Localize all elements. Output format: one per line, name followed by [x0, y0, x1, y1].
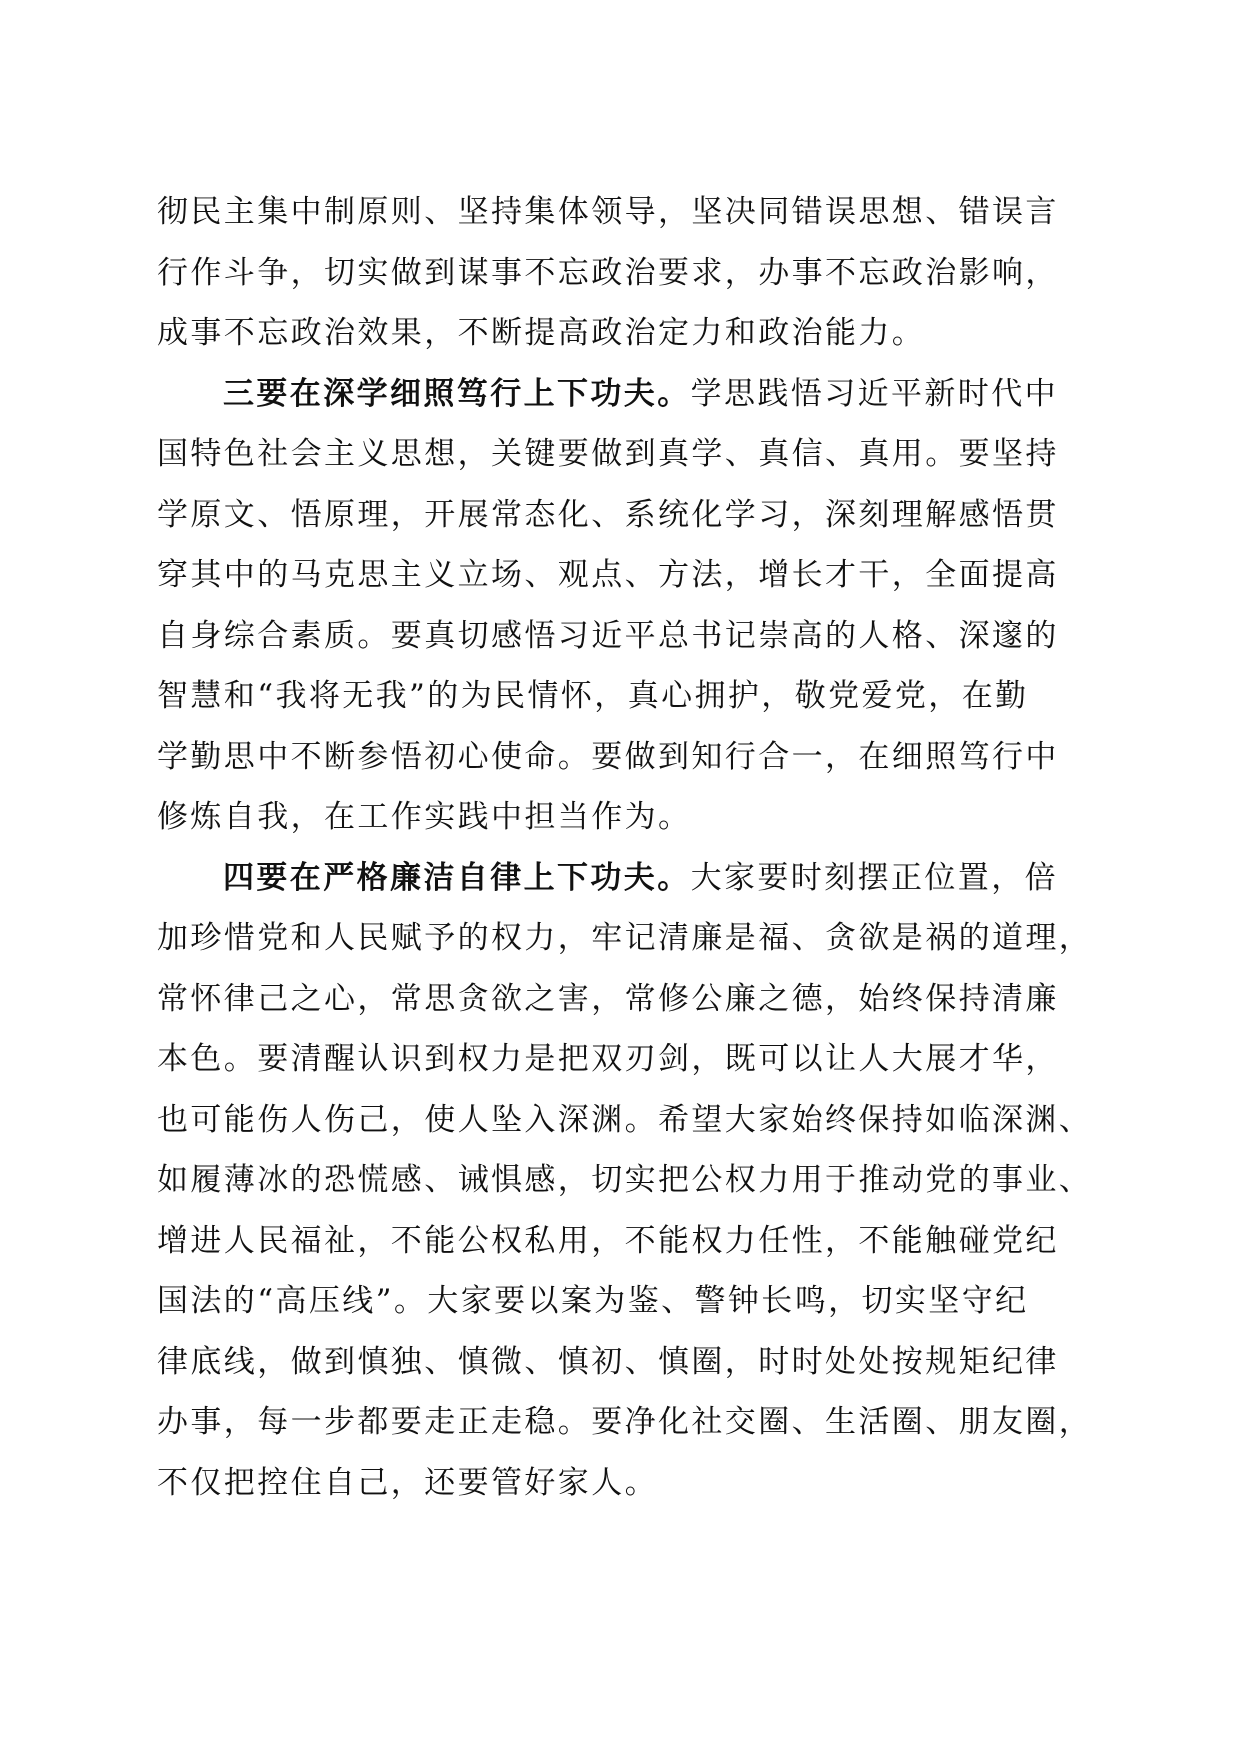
text-line: 也可能伤人伤己，使人坠入深渊。希望大家始终保持如临深渊、: [157, 1101, 1093, 1138]
text-line: 办事，每一步都要走正走稳。要净化社交圈、生活圈、朋友圈，: [157, 1404, 1093, 1440]
paragraph-continuation: [157, 182, 1097, 364]
text-line: 常怀律己之心，常思贪欲之害，常修公廉之德，始终保持清廉: [157, 980, 1059, 1017]
text-line: 学勤思中不断参悟初心使命。要做到知行合一，在细照笃行中: [157, 738, 1059, 775]
text-line: 增进人民福祉，不能公权私用，不能权力任性，不能触碰党纪: [157, 1222, 1059, 1259]
paragraph-section-4: [157, 848, 1097, 1514]
document-body: [157, 182, 1097, 1513]
text-line: 国特色社会主义思想，关键要做到真学、真信、真用。要坚持: [157, 436, 1059, 472]
section-heading-3: 三要在深学细照笃行上下功夫。: [223, 375, 691, 412]
text-line: 修炼自我，在工作实践中担当作为。: [157, 799, 692, 835]
text-line: 智慧和“我将无我”的为民情怀，真心拥护，敬党爱党，在勤: [157, 678, 1029, 714]
text-line: 行作斗争，切实做到谋事不忘政治要求，办事不忘政治影响，: [157, 254, 1059, 291]
section-first-line-text: 学思践悟习近平新时代中: [690, 375, 1059, 412]
section-first-line: [157, 848, 1097, 909]
text-line: 彻民主集中制原则、坚持集体领导，坚决同错误思想、错误言: [157, 194, 1059, 230]
text-line: 加珍惜党和人民赋予的权力，牢记清廉是福、贪欲是祸的道理，: [157, 920, 1093, 956]
text-line: 本色。要清醒认识到权力是把双刃剑，既可以让人大展才华，: [157, 1041, 1059, 1077]
text-line: 律底线，做到慎独、慎微、慎初、慎圈，时时处处按规矩纪律: [157, 1343, 1059, 1380]
section-first-line: [157, 364, 1097, 425]
section-first-line-text: 大家要时刻摆正位置，倍: [690, 859, 1059, 896]
text-line: 穿其中的马克思主义立场、观点、方法，增长才干，全面提高: [157, 557, 1059, 593]
section-heading-4: 四要在严格廉洁自律上下功夫。: [223, 859, 691, 896]
text-line: 学原文、悟原理，开展常态化、系统化学习，深刻理解感悟贯: [157, 496, 1059, 533]
text-line: 国法的“高压线”。大家要以案为鉴、警钟长鸣，切实坚守纪: [157, 1283, 1029, 1319]
text-line: 成事不忘政治效果，不断提高政治定力和政治能力。: [157, 315, 926, 351]
text-line: 如履薄冰的恐慌感、诫惧感，切实把公权力用于推动党的事业、: [157, 1162, 1093, 1198]
text-line: 不仅把控住自己，还要管好家人。: [157, 1464, 658, 1501]
text-line: 自身综合素质。要真切感悟习近平总书记崇高的人格、深邃的: [157, 617, 1059, 654]
paragraph-section-3: [157, 364, 1097, 848]
